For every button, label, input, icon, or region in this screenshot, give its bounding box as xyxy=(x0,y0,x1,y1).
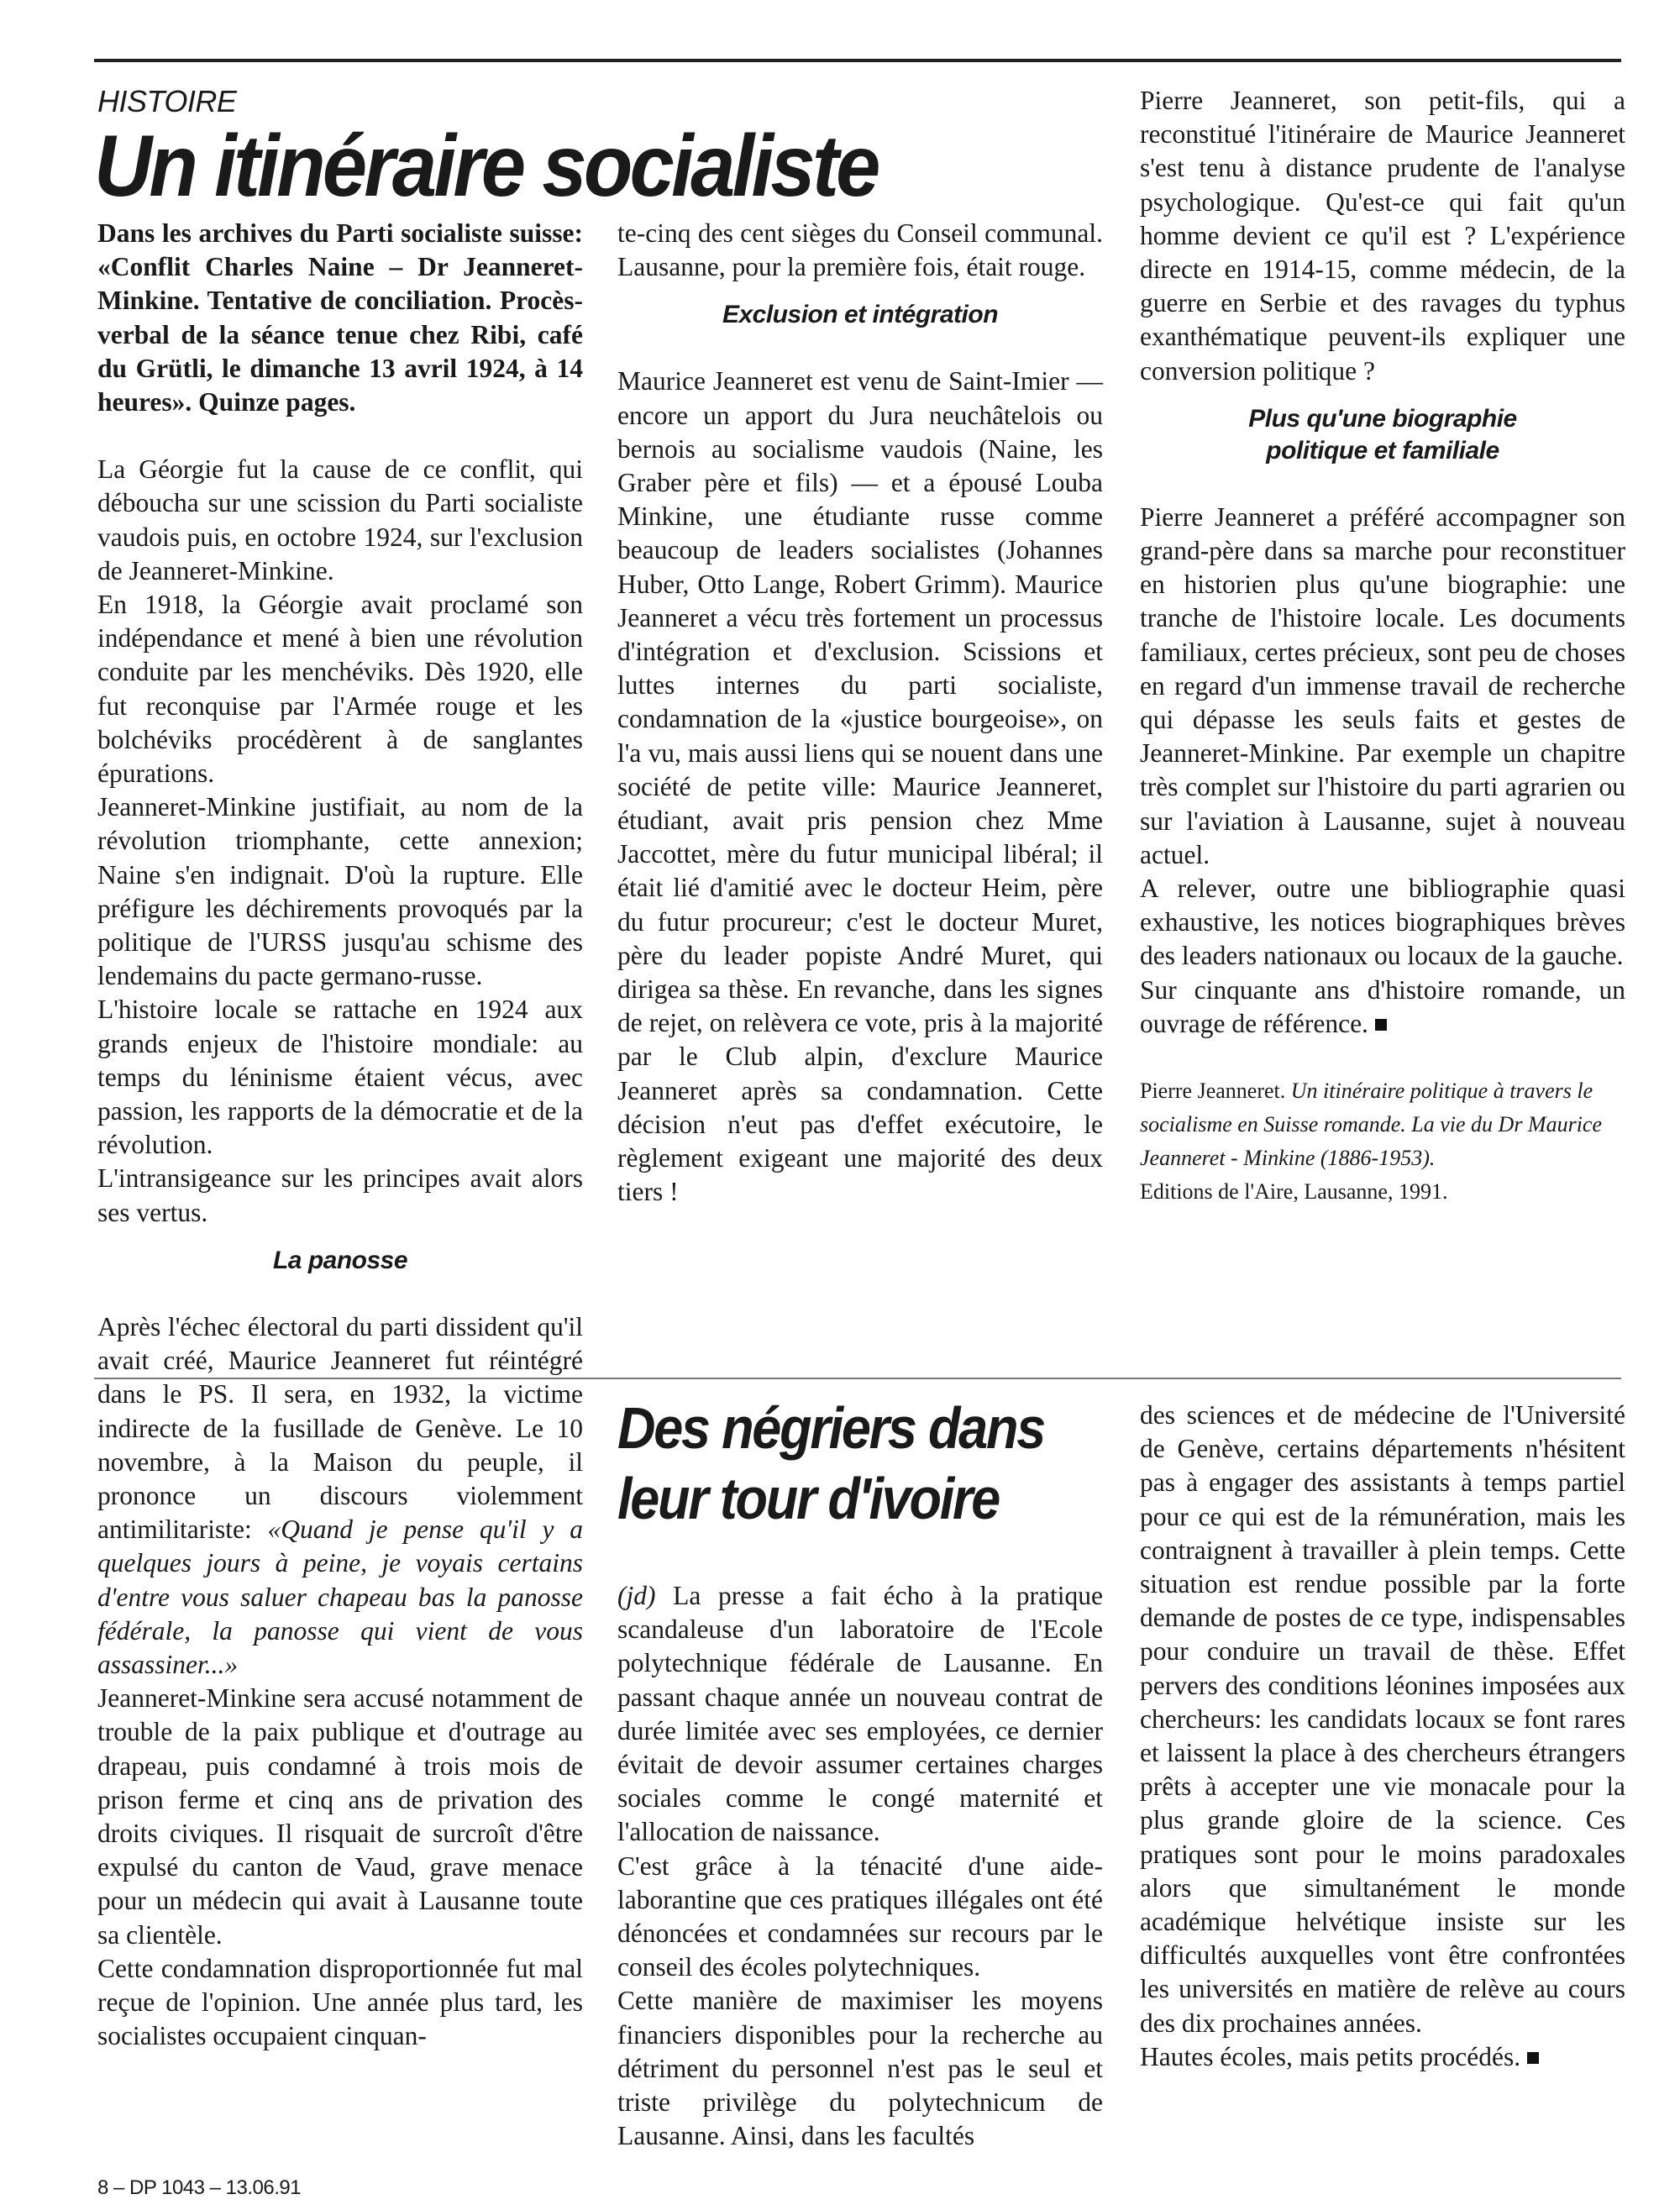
paragraph: L'intransigeance sur les principes avait alors ses vertus. xyxy=(97,1163,583,1227)
paragraph: Pierre Jeanneret a préféré accompagner son grand-père dans sa marche pour reconstituer en historien plus qu'une biographie: une tranche de l'histoire locale. Les documents familiaux, certes précieux, sont peu de choses en regard d'un immense travail de recherche qui dépasse les seuls faits et gestes de Jeanneret-Minkine. Par exemple un chapitre très complet sur l'histoire du parti agrarien ou sur l'aviation à Lausanne, sujet à nouveau actuel. xyxy=(1140,501,1625,869)
article1-column-3 xyxy=(1140,84,1625,1209)
subheading-la-panosse: La panosse xyxy=(272,1246,408,1274)
top-rule xyxy=(94,59,1621,62)
credit-author: Pierre Jeanneret. xyxy=(1140,1079,1291,1104)
paragraph xyxy=(97,1310,583,1682)
paragraph: A relever, outre une bibliographie quasi exhaustive, les notices biographiques brèves des leaders nationaux ou locaux de la gauche. xyxy=(1140,874,1625,971)
byline: (jd) xyxy=(617,1581,656,1610)
paragraph-text: Hautes écoles, mais petits procédés. xyxy=(1140,2041,1521,2071)
paragraph: En 1918, la Géorgie avait proclamé son indépendance et mené à bien une révolution conduite par les menchéviks. Dès 1920, elle fut reconquise par l'Armée rouge et les bolchéviks procédèrent à de sanglantes épurations. xyxy=(97,590,583,789)
article1-column-1 xyxy=(97,217,583,2053)
paragraph: C'est grâce à la ténacité d'une aide-laborantine que ces pratiques illégales ont été dénoncées et condamnées sur recours par le conseil des écoles polytechniques. xyxy=(617,1850,1103,1982)
article2-column-1 xyxy=(617,1579,1103,2153)
article2-column-2 xyxy=(1140,1399,1625,2074)
subheading-exclusion: Exclusion et intégration xyxy=(722,301,999,329)
credit-title: Un itinéraire politique à travers le socialisme en Suisse romande. La vie du Dr Maurice Jeanneret - Minkine (1886-1953). xyxy=(1140,1079,1603,1171)
paragraph xyxy=(1140,974,1625,1041)
paragraph: des sciences et de médecine de l'Université de Genève, certains départements n'hésitent pas à engager des assistants à temps partiel pour ce qui est de la rémunération, mais les contraignent à travailler à plein temps. Cette situation est rendue possible par la forte demande de postes de ce type, indispensables pour conduire un travail de thèse. Effet pervers des conditions léonines imposées aux chercheurs: les candidats locaux se font rares et laissent la place à des chercheurs étrangers prêts à accepter une vie monacale pour la plus grande gloire de la science. Ces pratiques sont pour le moins paradoxales alors que simultanément le monde académique helvétique insiste sur les difficultés auxquelles vont être confrontées les universités en matière de relève au cours des dix prochaines années. xyxy=(1140,1400,1625,2038)
quotation: «Quand je pense qu'il y a quelques jours à peine, je voyais certains d'entre vous saluer chapeau bas la panosse fédérale, la panosse qui vient de vous assassiner...» xyxy=(97,1514,583,1679)
paragraph-text: Après l'échec électoral du parti dissident qu'il avait créé, Maurice Jeanneret fut réintégré dans le PS. Il sera, en 1932, la victime indirecte de la fusillade de Genève. Le 10 novembre, à la Maison du peuple, il prononce un discours violemment antimilitariste: xyxy=(97,1311,583,1545)
headline-line: leur tour d'ivoire xyxy=(617,1466,1000,1531)
paragraph: La Géorgie fut la cause de ce conflit, qui déboucha sur une scission du Parti socialiste vaudois puis, en octobre 1924, sur l'exclusion de Jeanneret-Minkine. xyxy=(97,454,583,585)
article2-headline xyxy=(617,1393,1044,1534)
paragraph-text: Sur cinquante ans d'histoire romande, un ouvrage de référence. xyxy=(1140,974,1625,1038)
paragraph xyxy=(1140,2040,1625,2074)
end-of-article-mark xyxy=(1527,2052,1539,2064)
book-credit xyxy=(1140,1074,1625,1209)
credit-publisher: Editions de l'Aire, Lausanne, 1991. xyxy=(1140,1179,1448,1205)
paragraph: Cette manière de maximiser les moyens financiers disponibles pour la recherche au détriment du personnel n'est pas le seul et triste privilège du polytechnicum de Lausanne. Ainsi, dans les facultés xyxy=(617,1986,1103,2151)
divider-rule xyxy=(94,1378,1621,1379)
section-kicker: HISTOIRE xyxy=(97,84,237,118)
paragraph: L'histoire locale se rattache en 1924 aux grands enjeux de l'histoire mondiale: au temps du léninisme étaient vécus, avec passion, les rapports de la démocratie et de la révolution. xyxy=(97,995,583,1160)
end-of-article-mark xyxy=(1375,1019,1387,1031)
article1-column-2 xyxy=(617,217,1103,1209)
paragraph: Jeanneret-Minkine justifiait, au nom de la révolution triomphante, cette annexion; Naine s'en indignait. D'où la rupture. Elle préfigure les déchirements provoqués par la politique de l'URSS jusqu'au schisme des lendemains du pacte germano-russe. xyxy=(97,792,583,991)
paragraph: Maurice Jeanneret est venu de Saint-Imier — encore un apport du Jura neuchâtelois ou bernois au socialisme vaudois (Naine, les Graber père et fils) — et a épousé Louba Minkine, une étudiante russe comme beaucoup de leaders socialistes (Johannes Huber, Otto Lange, Robert Grimm). Maurice Jeanneret a vécu très fortement un processus d'intégration et d'exclusion. Scissions et luttes internes du parti socialiste, condamnation de la «justice bourgeoise», on l'a vu, mais aussi liens qui se nouent dans une société de petite ville: Maurice Jeanneret, étudiant, avait pris pension chez Mme Jaccottet, mère du futur municipal libéral; il était lié d'amitié avec le docteur Heim, père du futur procureur; c'est le docteur Muret, père du leader popiste André Muret, qui dirigea sa thèse. En revanche, dans les signes de rejet, on relèvera ce vote, pris à la majorité par le Club alpin, d'exclure Maurice Jeanneret après sa condamnation. Cette décision n'eut pas d'effet exécutoire, le règlement exigeant une majorité des deux tiers ! xyxy=(617,366,1103,1207)
lead-paragraph: Dans les archives du Parti socialiste suisse: «Conflit Charles Naine – Dr Jeanneret-Minkine. Tentative de conciliation. Procès-verbal de la séance tenue chez Ribi, café du Grütli, le dimanche 13 avril 1924, à 14 heures». Quinze pages. xyxy=(97,218,583,417)
subheading-biographie xyxy=(1140,403,1625,467)
page-footer: 8 – DP 1043 – 13.06.91 xyxy=(97,2176,302,2199)
article-headline: Un itinéraire socialiste xyxy=(94,118,878,215)
subheading-line: politique et familiale xyxy=(1266,436,1499,465)
paragraph: Cette condamnation disproportionnée fut mal reçue de l'opinion. Une année plus tard, les socialistes occupaient cinquan- xyxy=(97,1953,583,2051)
paragraph: Jeanneret-Minkine sera accusé notamment de trouble de la paix publique et d'outrage au drapeau, puis condamné à trois mois de prison ferme et cinq ans de privation des droits civiques. Il risquait de surcroît d'être expulsé du canton de Vaud, grave menace pour un médecin qui avait à Lausanne toute sa clientèle. xyxy=(97,1683,583,1950)
paragraph xyxy=(617,1579,1103,1850)
paragraph: Pierre Jeanneret, son petit-fils, qui a reconstitué l'itinéraire de Maurice Jeanneret s'est tenu à distance prudente de l'analyse psychologique. Qu'est-ce qui fait qu'un homme devient ce qu'il est ? L'expérience directe en 1914-15, comme médecin, de la guerre en Serbie et des ravages du typhus exanthématique peuvent-ils expliquer une conversion politique ? xyxy=(1140,86,1625,386)
headline-line: Des négriers dans xyxy=(617,1395,1044,1461)
paragraph: te-cinq des cent sièges du Conseil communal. Lausanne, pour la première fois, était rouge. xyxy=(617,218,1103,282)
paragraph-text: La presse a fait écho à la pratique scandaleuse d'un laboratoire de l'Ecole polytechnique fédérale de Lausanne. En passant chaque année un nouveau contrat de durée limitée avec ses employées, ce dernier évitait de devoir assumer certaines charges sociales comme le congé maternité et l'allocation de naissance. xyxy=(617,1581,1103,1847)
subheading-line: Plus qu'une biographie xyxy=(1248,404,1517,433)
